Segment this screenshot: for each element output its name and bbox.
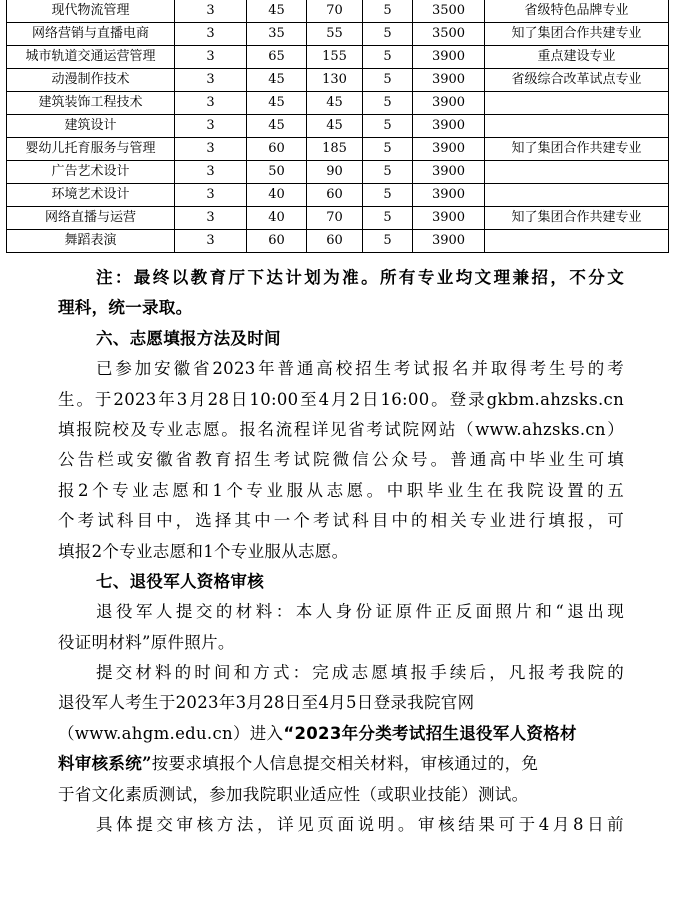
table-row — [7, 138, 669, 161]
review-line: 具体提交审核方法，详见页面说明。审核结果可于4月8日前 — [96, 815, 624, 835]
note-line-2: 理科，统一录取。 — [58, 298, 193, 318]
max-count-cell: 60 — [307, 230, 363, 253]
section-7-heading: 七、退役军人资格审核 — [96, 571, 264, 591]
fee-unit-cell: 5 — [363, 69, 413, 92]
remark-cell: 知了集团合作共建专业 — [485, 138, 669, 161]
max-count-cell: 45 — [307, 92, 363, 115]
enrollment-plan-table — [6, 0, 669, 253]
major-name-cell: 城市轨道交通运营管理 — [7, 46, 175, 69]
remark-cell — [485, 161, 669, 184]
official-site-text: （www.ahgm.edu.cn）进入 — [58, 723, 284, 743]
table-row — [7, 46, 669, 69]
plan-count-cell: 60 — [247, 138, 307, 161]
plan-count-cell: 45 — [247, 0, 307, 23]
tuition-cell: 3500 — [413, 23, 485, 46]
remark-cell — [485, 230, 669, 253]
method-line-1: 提交材料的时间和方式：完成志愿填报手续后，凡报考我院的 — [96, 663, 624, 683]
major-name-cell: 建筑装饰工程技术 — [7, 92, 175, 115]
table-row — [7, 230, 669, 253]
tuition-cell: 3900 — [413, 69, 485, 92]
method-line-4-text: 按要求填报个人信息提交相关材料，审核通过的，免 — [151, 754, 539, 774]
materials-line-1: 退役军人提交的材料：本人身份证原件正反面照片和“退出现 — [96, 602, 624, 622]
max-count-cell: 185 — [307, 138, 363, 161]
tuition-cell: 3900 — [413, 230, 485, 253]
major-name-cell: 广告艺术设计 — [7, 161, 175, 184]
max-count-cell: 155 — [307, 46, 363, 69]
method-line-5: 于省文化素质测试，参加我院职业适应性（或职业技能）测试。 — [58, 784, 529, 804]
plan-count-cell: 40 — [247, 184, 307, 207]
duration-cell: 3 — [175, 92, 247, 115]
major-name-cell: 动漫制作技术 — [7, 69, 175, 92]
fee-unit-cell: 5 — [363, 46, 413, 69]
major-name-cell: 建筑设计 — [7, 115, 175, 138]
table-row — [7, 0, 669, 23]
tuition-cell: 3900 — [413, 184, 485, 207]
table-row — [7, 207, 669, 230]
table-row — [7, 23, 669, 46]
section-6-line-3: 填报院校及专业志愿。报名流程详见省考试院网站（www.ahzsks.cn） — [58, 419, 624, 439]
duration-cell: 3 — [175, 69, 247, 92]
table-body — [7, 0, 669, 253]
system-name-part-1: “2023年分类考试招生退役军人资格材 — [283, 723, 577, 743]
duration-cell: 3 — [175, 46, 247, 69]
fee-unit-cell: 5 — [363, 23, 413, 46]
duration-cell: 3 — [175, 161, 247, 184]
remark-cell: 知了集团合作共建专业 — [485, 23, 669, 46]
plan-count-cell: 45 — [247, 69, 307, 92]
max-count-cell: 130 — [307, 69, 363, 92]
remark-cell — [485, 184, 669, 207]
table-row — [7, 69, 669, 92]
max-count-cell: 90 — [307, 161, 363, 184]
tuition-cell: 3900 — [413, 46, 485, 69]
table-row — [7, 115, 669, 138]
plan-count-cell: 45 — [247, 115, 307, 138]
duration-cell: 3 — [175, 23, 247, 46]
section-6-line-2: 生。于2023年3月28日10:00至4月2日16:00。登录gkbm.ahzsks.cn — [58, 389, 624, 409]
document-body — [58, 263, 624, 840]
duration-cell: 3 — [175, 138, 247, 161]
duration-cell: 3 — [175, 207, 247, 230]
major-name-cell: 婴幼儿托育服务与管理 — [7, 138, 175, 161]
remark-cell — [485, 92, 669, 115]
section-6-line-6: 个考试科目中，选择其中一个考试科目中的相关专业进行填报，可 — [58, 511, 624, 531]
section-6-line-7: 填报2个专业志愿和1个专业服从志愿。 — [58, 541, 349, 561]
plan-count-cell: 40 — [247, 207, 307, 230]
plan-count-cell: 35 — [247, 23, 307, 46]
section-6-line-5: 报2个专业志愿和1个专业服从志愿。中职毕业生在我院设置的五 — [58, 480, 624, 500]
note-line-1: 注：最终以教育厅下达计划为准。所有专业均文理兼招，不分文 — [96, 268, 624, 287]
fee-unit-cell: 5 — [363, 184, 413, 207]
duration-cell: 3 — [175, 115, 247, 138]
remark-cell: 省级综合改革试点专业 — [485, 69, 669, 92]
fee-unit-cell: 5 — [363, 0, 413, 23]
fee-unit-cell: 5 — [363, 92, 413, 115]
remark-cell: 知了集团合作共建专业 — [485, 207, 669, 230]
table-row — [7, 184, 669, 207]
max-count-cell: 55 — [307, 23, 363, 46]
tuition-cell: 3900 — [413, 161, 485, 184]
major-name-cell: 舞蹈表演 — [7, 230, 175, 253]
plan-count-cell: 50 — [247, 161, 307, 184]
duration-cell: 3 — [175, 184, 247, 207]
materials-line-2: 役证明材料”原件照片。 — [58, 632, 235, 652]
major-name-cell: 环境艺术设计 — [7, 184, 175, 207]
fee-unit-cell: 5 — [363, 207, 413, 230]
plan-count-cell: 60 — [247, 230, 307, 253]
fee-unit-cell: 5 — [363, 138, 413, 161]
max-count-cell: 70 — [307, 207, 363, 230]
method-line-4 — [58, 749, 624, 779]
fee-unit-cell: 5 — [363, 115, 413, 138]
tuition-cell: 3900 — [413, 115, 485, 138]
method-line-2: 退役军人考生于2023年3月28日至4月5日登录我院官网 — [58, 693, 475, 713]
max-count-cell: 70 — [307, 0, 363, 23]
remark-cell: 省级特色品牌专业 — [485, 0, 669, 23]
table-row — [7, 161, 669, 184]
table-row — [7, 92, 669, 115]
major-name-cell: 现代物流管理 — [7, 0, 175, 23]
plan-count-cell: 45 — [247, 92, 307, 115]
tuition-cell: 3900 — [413, 138, 485, 161]
max-count-cell: 60 — [307, 184, 363, 207]
fee-unit-cell: 5 — [363, 230, 413, 253]
system-name-part-2: 料审核系统” — [58, 754, 152, 774]
tuition-cell: 3900 — [413, 207, 485, 230]
section-6-heading: 六、志愿填报方法及时间 — [96, 328, 281, 348]
remark-cell: 重点建设专业 — [485, 46, 669, 69]
plan-count-cell: 65 — [247, 46, 307, 69]
duration-cell: 3 — [175, 0, 247, 23]
remark-cell — [485, 115, 669, 138]
fee-unit-cell: 5 — [363, 161, 413, 184]
major-name-cell: 网络营销与直播电商 — [7, 23, 175, 46]
method-line-3 — [58, 719, 624, 749]
major-name-cell: 网络直播与运营 — [7, 207, 175, 230]
tuition-cell: 3900 — [413, 92, 485, 115]
section-6-line-1: 已参加安徽省2023年普通高校招生考试报名并取得考生号的考 — [96, 359, 624, 379]
tuition-cell: 3500 — [413, 0, 485, 23]
max-count-cell: 45 — [307, 115, 363, 138]
section-6-line-4: 公告栏或安徽省教育招生考试院微信公众号。普通高中毕业生可填 — [58, 450, 624, 470]
duration-cell: 3 — [175, 230, 247, 253]
